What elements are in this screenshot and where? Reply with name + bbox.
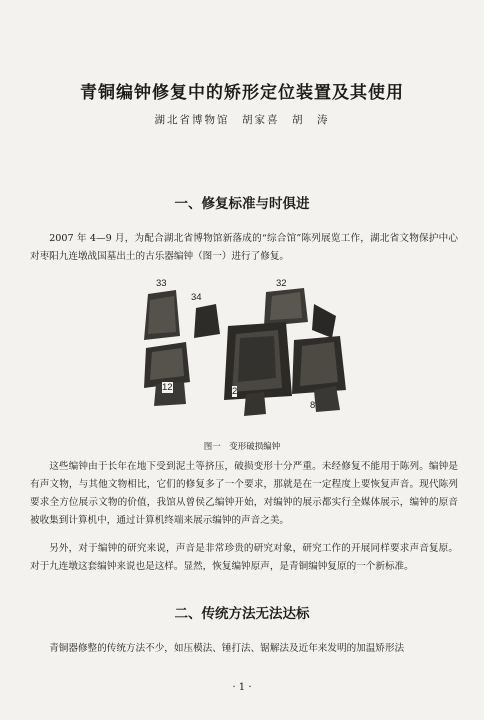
figure-label: 34 <box>191 292 202 303</box>
page-number: · 1 · <box>232 682 252 693</box>
author-line: 湖北省博物馆 胡家喜 胡 涛 <box>154 114 330 126</box>
paper-title: 青铜编钟修复中的矫形定位装置及其使用 <box>80 83 404 103</box>
paragraph: 另外，对于编钟的研究来说，声音是非常珍贵的研究对象，研究工作的开展同样要求声音复原。对于九连墩这套编钟来说也是这样。显然，恢复编钟原声，是青铜编钟复原的一个新标准。 <box>30 543 458 572</box>
figure-label: 12 <box>162 382 173 393</box>
paragraph: 2007 年 4—9 月，为配合湖北省博物馆新落成的“综合馆”陈列展览工作，湖北省文物保护中心对枣阳九连墩战国墓出土的古乐器编钟（图一）进行了修复。 <box>30 233 458 262</box>
figure-label: 2 <box>232 386 238 397</box>
figure-bells-photo <box>136 278 356 418</box>
section-heading-1: 一、修复标准与时俱进 <box>174 196 310 212</box>
figure-label: 8 <box>310 400 316 411</box>
paragraph: 这些编钟由于长年在地下受到泥土等挤压，破损变形十分严重。未经修复不能用于陈列。编钟是有声文物，与其他文物相比，它们的修复多了一个要求，那就是在一定程度上要恢复声音。现代陈列要求全方位展示文物的价值，我馆从曾侯乙编钟开始，对编钟的展示都实行全媒体展示，编钟的原音被收集到计算机中，通过计算机终端来展示编钟的声音之美。 <box>30 461 458 526</box>
paragraph: 青铜器修整的传统方法不少，如压模法、锤打法、锯解法及近年来发明的加温矫形法 <box>49 643 405 654</box>
section-heading-2: 二、传统方法无法达标 <box>174 606 310 622</box>
bells-illustration <box>136 278 356 418</box>
figure-label: 33 <box>156 278 167 289</box>
figure-label: 32 <box>276 278 287 289</box>
figure-caption: 图一 变形破损编钟 <box>203 442 281 452</box>
